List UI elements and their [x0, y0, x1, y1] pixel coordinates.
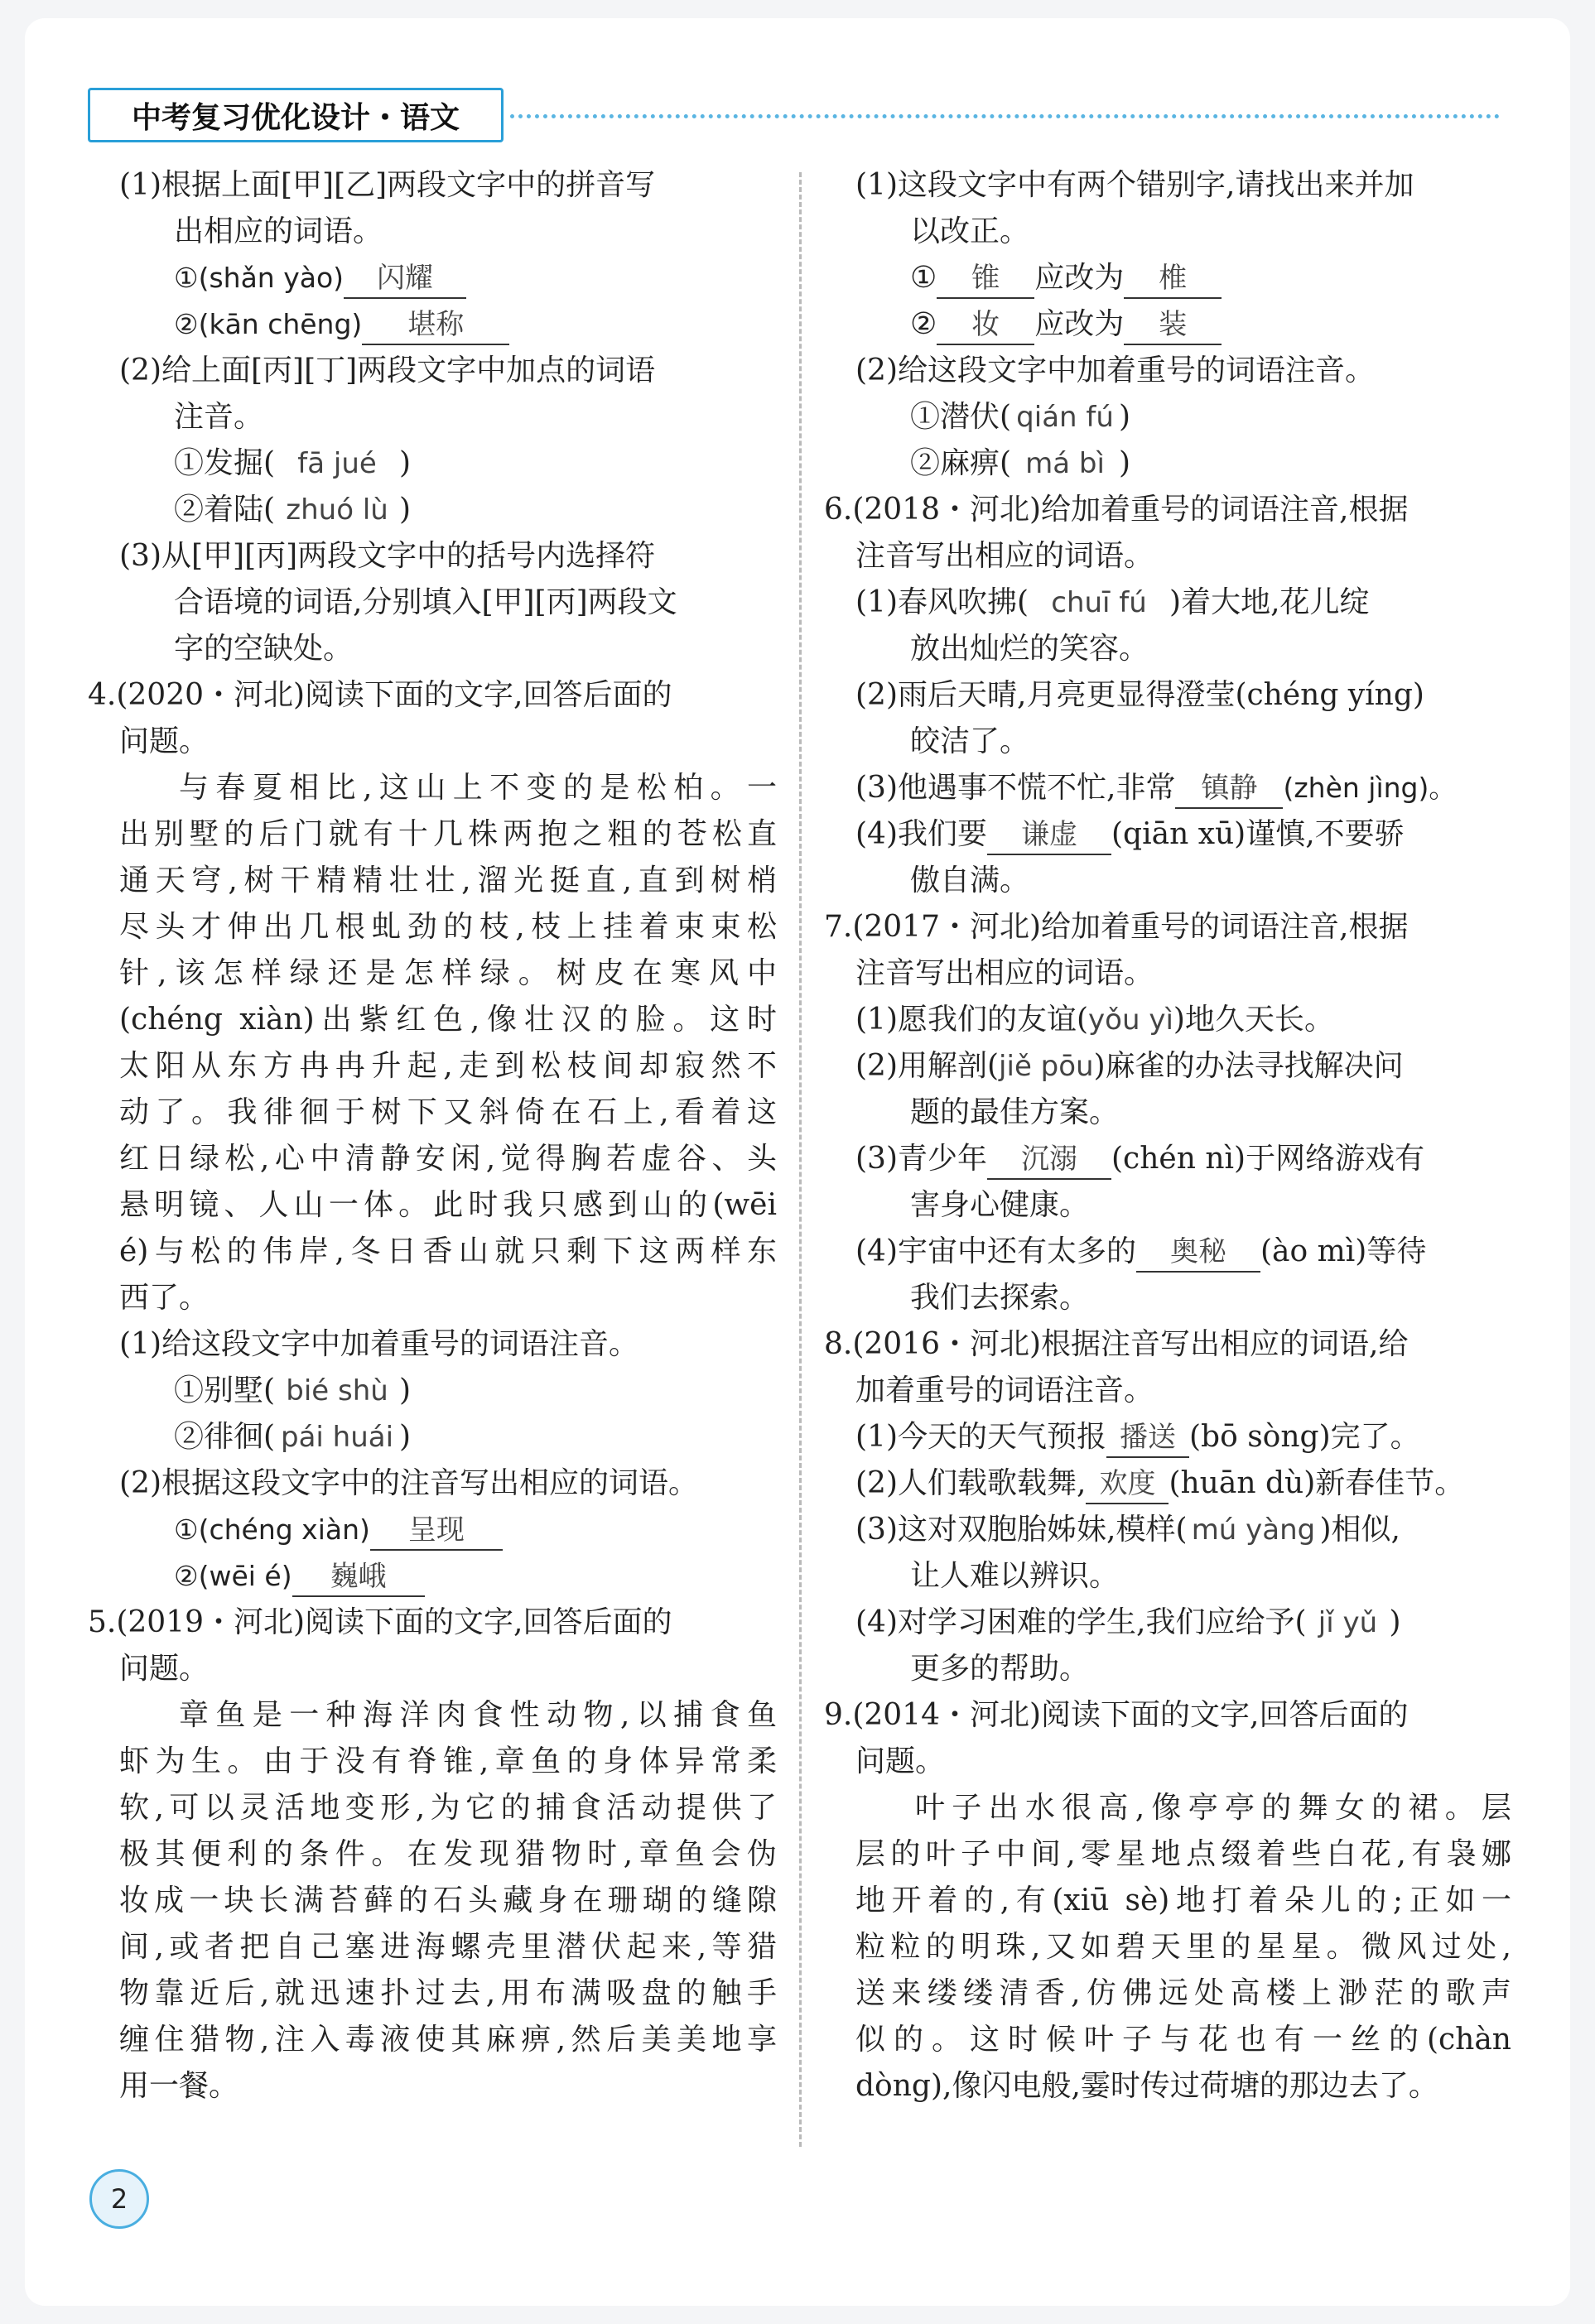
pinyin-answer: bié shù — [286, 1374, 388, 1407]
question-4-heading: 4.(2020・河北)阅读下面的文字,回答后面的 — [88, 678, 672, 712]
answer-blank[interactable]: 堪称 — [362, 306, 509, 345]
q3-part3-prompt-cont: 合语境的词语,分别填入[甲][丙]两段文 — [174, 585, 677, 619]
q8-item-3: (3)这对双胞胎姊妹,模样( mú yàng )相似, — [824, 1507, 1511, 1553]
passage-line: 极其便利的条件。在发现猎物时,章鱼会伪 — [119, 1837, 777, 1871]
question-7-heading: 7.(2017・河北)给加着重号的词语注音,根据 — [824, 910, 1409, 944]
q7-item-1: (1)愿我们的友谊(yǒu yì)地久天长。 — [855, 1003, 1334, 1037]
q3-part3-prompt-cont: 字的空缺处。 — [174, 632, 354, 666]
q7-item-2: (2)用解剖(jiě pōu)麻雀的办法寻找解决问 — [855, 1049, 1404, 1083]
passage-line: 尽头才伸出几根虬劲的枝,枝上挂着束束松 — [119, 910, 777, 944]
q7-item-3-cont: 害身心健康。 — [910, 1188, 1090, 1222]
question-9-passage — [824, 1785, 1511, 2110]
passage-line: 送来缕缕清香,仿佛远处高楼上渺茫的歌声 — [855, 1976, 1511, 2010]
answer-blank[interactable]: 镇静 — [1175, 769, 1283, 809]
passage-line: 红日绿松,心中清静安闲,觉得胸若虚谷、头 — [119, 1142, 777, 1176]
question-9-heading: 9.(2014・河北)阅读下面的文字,回答后面的 — [824, 1698, 1409, 1732]
question-6-heading: 6.(2018・河北)给加着重号的词语注音,根据 — [824, 493, 1409, 527]
question-8-heading-cont: 加着重号的词语注音。 — [855, 1374, 1154, 1407]
q6-item-2-cont: 皎洁了。 — [910, 724, 1030, 758]
answer-blank[interactable]: 装 — [1124, 306, 1222, 345]
passage-line: 通天穹,树干精精壮壮,溜光挺直,直到树梢 — [119, 864, 777, 897]
passage-line: 章鱼是一种海洋肉食性动物,以捕食鱼 — [179, 1698, 777, 1732]
pinyin-answer: pái huái — [281, 1421, 394, 1454]
passage-line: 缠住猎物,注入毒液使其麻痹,然后美美地享 — [119, 2023, 777, 2057]
passage-line: 动了。我徘徊于树下又斜倚在石上,看着这 — [119, 1095, 777, 1129]
q5-part2-prompt: (2)给这段文字中加着重号的词语注音。 — [855, 354, 1375, 387]
question-7-heading-cont: 注音写出相应的词语。 — [855, 956, 1154, 990]
question-4-passage — [88, 765, 777, 1321]
passage-line: 悬明镜、人山一体。此时我只感到山的(wēi — [119, 1188, 777, 1222]
passage-line: 虾为生。由于没有脊锥,章鱼的身体异常柔 — [119, 1744, 777, 1778]
answer-blank[interactable]: 巍峨 — [292, 1557, 425, 1597]
q7-item-3: (3)青少年 沉溺 (chén nì)于网络游戏有 — [824, 1136, 1511, 1182]
answer-blank[interactable]: 锥 — [937, 259, 1034, 299]
passage-line: 西了。 — [119, 1281, 210, 1315]
answer-blank[interactable]: 欢度 — [1086, 1465, 1169, 1504]
q7-item-4-cont: 我们去探索。 — [910, 1281, 1090, 1315]
header-dotted-rule — [510, 114, 1500, 118]
q5-part2-item-a: ①潜伏( qián fú ) — [824, 394, 1511, 440]
question-5-passage — [88, 1692, 777, 2110]
q3-part1-prompt-cont: 出相应的词语。 — [174, 214, 383, 248]
pinyin-answer: chuī fú — [1051, 586, 1147, 619]
q3-part3-prompt: (3)从[甲][丙]两段文字中的括号内选择符 — [119, 539, 656, 573]
q3-part1-item-b: ②(kān chēng) 堪称 — [88, 301, 777, 348]
pinyin-answer: jiě pōu — [999, 1050, 1094, 1083]
q5-part1-prompt-cont: 以改正。 — [910, 214, 1030, 248]
question-9-heading-cont: 问题。 — [855, 1744, 946, 1778]
pinyin-answer: mú yàng — [1191, 1513, 1316, 1547]
passage-line: 针,该怎样绿还是怎样绿。树皮在寒风中 — [119, 956, 777, 990]
q6-item-4-cont: 傲自满。 — [910, 864, 1030, 897]
pinyin-answer: má bì — [1025, 447, 1105, 480]
passage-line: 太阳从东方冉冉升起,走到松枝间却寂然不 — [119, 1049, 777, 1083]
q6-item-1: (1)春风吹拂( chuī fú )着大地,花儿绽 — [824, 580, 1511, 626]
question-5-heading: 5.(2019・河北)阅读下面的文字,回答后面的 — [88, 1605, 672, 1639]
answer-blank[interactable]: 奥秘 — [1136, 1233, 1260, 1273]
q5-part2-item-b: ②麻痹( má bì ) — [824, 440, 1511, 487]
q7-item-2-cont: 题的最佳方案。 — [910, 1095, 1120, 1129]
answer-blank[interactable]: 闪耀 — [344, 259, 466, 299]
q4-part1-item-a: ①别墅( bié shù ) — [88, 1368, 777, 1414]
passage-line: (chéng xiàn)出紫红色,像壮汉的脸。这时 — [119, 1003, 777, 1037]
answer-blank[interactable]: 妆 — [937, 306, 1034, 345]
q8-item-2: (2)人们载歌载舞, 欢度 (huān dù)新春佳节。 — [824, 1460, 1511, 1507]
q5-part1-item-b: ② 妆 应改为 装 — [824, 301, 1511, 348]
passage-line: 与春夏相比,这山上不变的是松柏。一 — [179, 771, 777, 805]
passage-line: é)与松的伟岸,冬日香山就只剩下这两样东 — [119, 1234, 777, 1268]
pinyin-answer: zhuó lù — [286, 493, 388, 527]
answer-blank[interactable]: 谦虚 — [987, 816, 1111, 855]
answer-blank[interactable]: 播送 — [1106, 1418, 1189, 1458]
q4-part2-prompt: (2)根据这段文字中的注音写出相应的词语。 — [119, 1466, 698, 1500]
answer-blank[interactable]: 椎 — [1124, 259, 1222, 299]
question-6-heading-cont: 注音写出相应的词语。 — [855, 539, 1154, 573]
q6-item-3: (3)他遇事不慌不忙,非常 镇静 (zhèn jìng)。 — [824, 765, 1511, 811]
passage-line: 物靠近后,就迅速扑过去,用布满吸盘的触手 — [119, 1976, 777, 2010]
passage-line: 地开着的,有(xiū sè)地打着朵儿的;正如一 — [855, 1884, 1511, 1917]
passage-line: 软,可以灵活地变形,为它的捕食活动提供了 — [119, 1791, 777, 1825]
question-4-heading-cont: 问题。 — [119, 724, 210, 758]
q5-part1-prompt: (1)这段文字中有两个错别字,请找出来并加 — [855, 168, 1414, 202]
q4-part1-prompt: (1)给这段文字中加着重号的词语注音。 — [119, 1327, 638, 1361]
q3-part2-prompt-cont: 注音。 — [174, 400, 264, 434]
right-column — [824, 162, 1511, 2110]
passage-line: 出别墅的后门就有十几株两抱之粗的苍松直 — [119, 817, 777, 851]
q3-part2-item-a: ①发掘( fā jué ) — [88, 440, 777, 487]
q4-part2-item-a: ①(chéng xiàn) 呈现 — [88, 1507, 777, 1553]
left-column — [88, 162, 777, 2110]
passage-line: 似的。这时候叶子与花也有一丝的(chàn — [855, 2023, 1511, 2057]
q3-part2-prompt: (2)给上面[丙][丁]两段文字中加点的词语 — [119, 354, 656, 387]
book-header-title: 中考复习优化设计・语文 — [88, 88, 504, 142]
answer-blank[interactable]: 呈现 — [370, 1511, 503, 1551]
pinyin-answer: qián fú — [1016, 401, 1114, 434]
passage-line: dòng),像闪电般,霎时传过荷塘的那边去了。 — [855, 2069, 1438, 2103]
passage-line: 间,或者把自己塞进海螺壳里潜伏起来,等猎 — [119, 1930, 777, 1964]
q3-part1-item-a: ①(shǎn yào) 闪耀 — [88, 255, 777, 301]
q5-part1-item-a: ① 锥 应改为 椎 — [824, 255, 1511, 301]
pinyin-answer: jǐ yǔ — [1318, 1606, 1378, 1639]
q8-item-4: (4)对学习困难的学生,我们应给予( jǐ yǔ ) — [824, 1600, 1511, 1646]
q4-part1-item-b: ②徘徊( pái huái ) — [88, 1414, 777, 1460]
answer-blank[interactable]: 沉溺 — [987, 1140, 1111, 1180]
q7-item-4: (4)宇宙中还有太多的 奥秘 (ào mì)等待 — [824, 1229, 1511, 1275]
q6-item-2: (2)雨后天晴,月亮更显得澄莹(chéng yíng) — [855, 678, 1424, 712]
pinyin-answer: yǒu yì — [1088, 1003, 1173, 1037]
passage-line: 用一餐。 — [119, 2069, 239, 2103]
q6-item-1-cont: 放出灿烂的笑容。 — [910, 632, 1149, 666]
q8-item-3-cont: 让人难以辨识。 — [910, 1559, 1120, 1593]
q8-item-4-cont: 更多的帮助。 — [910, 1652, 1090, 1686]
passage-line: 层的叶子中间,零星地点缀着些白花,有袅娜 — [855, 1837, 1511, 1871]
q6-item-4: (4)我们要 谦虚 (qiān xū)谨慎,不要骄 — [824, 811, 1511, 858]
question-8-heading: 8.(2016・河北)根据注音写出相应的词语,给 — [824, 1327, 1409, 1361]
q3-part1-prompt: (1)根据上面[甲][乙]两段文字中的拼音写 — [119, 168, 656, 202]
page-number-badge: 2 — [89, 2169, 149, 2229]
q4-part2-item-b: ②(wēi é) 巍峨 — [88, 1553, 777, 1600]
passage-line: 叶子出水很高,像亭亭的舞女的裙。层 — [915, 1791, 1511, 1825]
passage-line: 妆成一块长满苔藓的石头藏身在珊瑚的缝隙 — [119, 1884, 777, 1917]
question-5-heading-cont: 问题。 — [119, 1652, 210, 1686]
pinyin-answer: fā jué — [297, 447, 377, 480]
q8-item-1: (1)今天的天气预报 播送 (bō sòng)完了。 — [824, 1414, 1511, 1460]
column-divider — [799, 172, 802, 2147]
passage-line: 粒粒的明珠,又如碧天里的星星。微风过处, — [855, 1930, 1511, 1964]
q3-part2-item-b: ②着陆( zhuó lù ) — [88, 487, 777, 533]
